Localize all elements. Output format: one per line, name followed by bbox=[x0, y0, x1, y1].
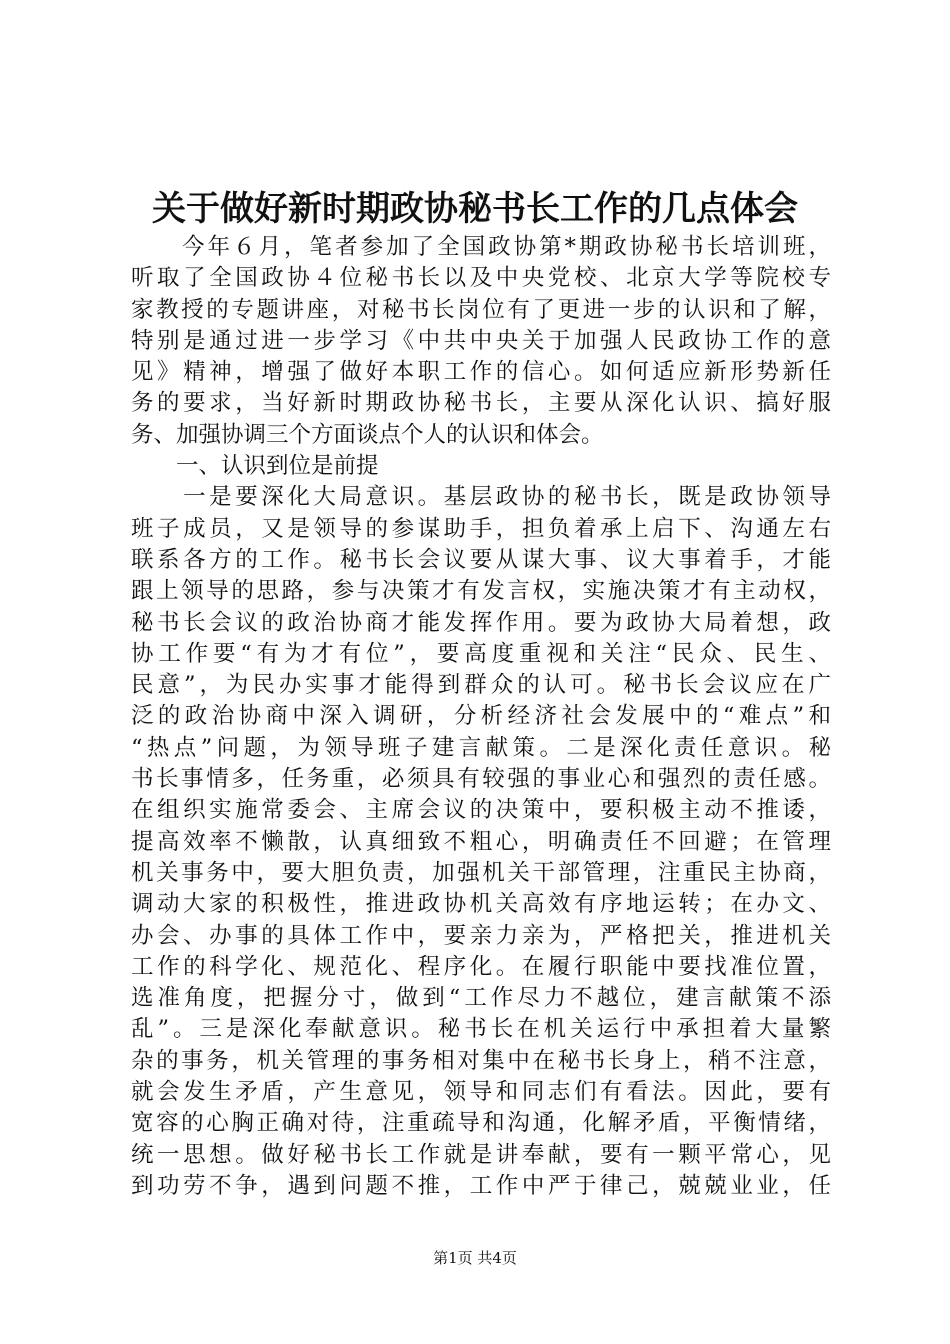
body-line: 办会、办事的具体工作中，要亲力亲为，严格把关，推进机关 bbox=[131, 922, 831, 949]
body-line: 在组织实施常委会、主席会议的决策中，要积极主动不推诿， bbox=[131, 797, 831, 824]
body-line: 就会发生矛盾，产生意见，领导和同志们有看法。因此，要有 bbox=[131, 1079, 831, 1106]
body-line: 见》精神，增强了做好本职工作的信心。如何适应新形势新任 bbox=[131, 359, 831, 386]
body-line: 宽容的心胸正确对待，注重疏导和沟通，化解矛盾，平衡情绪， bbox=[131, 1110, 831, 1137]
body-line: 工作的科学化、规范化、程序化。在履行职能中要找准位置， bbox=[131, 953, 831, 980]
body-line: 务、加强协调三个方面谈点个人的认识和体会。 bbox=[131, 421, 604, 448]
section-heading: 一、认识到位是前提 bbox=[131, 453, 379, 480]
body-line: 乱”。三是深化奉献意识。秘书长在机关运行中承担着大量繁 bbox=[131, 1016, 831, 1043]
body-line: 班子成员，又是领导的参谋助手，担负着承上启下、沟通左右 bbox=[131, 515, 831, 542]
body-line: 务的要求，当好新时期政协秘书长，主要从深化认识、搞好服 bbox=[131, 390, 831, 417]
body-line: 统一思想。做好秘书长工作就是讲奉献，要有一颗平常心，见 bbox=[131, 1141, 831, 1168]
body-line: 协工作要“有为才有位”，要高度重视和关注“民众、民生、 bbox=[131, 640, 831, 667]
body-line: 提高效率不懒散，认真细致不粗心，明确责任不回避；在管理 bbox=[131, 828, 831, 855]
body-line: 秘书长会议的政治协商才能发挥作用。要为政协大局着想，政 bbox=[131, 609, 831, 636]
body-line: 特别是通过进一步学习《中共中央关于加强人民政协工作的意 bbox=[131, 327, 831, 354]
body-line: 到功劳不争，遇到问题不推，工作中严于律己，兢兢业业，任 bbox=[131, 1172, 831, 1199]
body-line: 书长事情多，任务重，必须具有较强的事业心和强烈的责任感。 bbox=[131, 766, 831, 793]
body-line: 机关事务中，要大胆负责，加强机关干部管理，注重民主协商， bbox=[131, 859, 831, 886]
body-line: 选准角度，把握分寸，做到“工作尽力不越位，建言献策不添 bbox=[131, 985, 831, 1012]
body-line: 杂的事务，机关管理的事务相对集中在秘书长身上，稍不注意， bbox=[131, 1047, 831, 1074]
body-line: 泛的政治协商中深入调研，分析经济社会发展中的“难点”和 bbox=[131, 703, 831, 730]
body-line: 听取了全国政协４位秘书长以及中央党校、北京大学等院校专 bbox=[131, 265, 831, 292]
body-line: 一是要深化大局意识。基层政协的秘书长，既是政协领导 bbox=[131, 484, 831, 511]
document-title: 关于做好新时期政协秘书长工作的几点体会 bbox=[152, 189, 798, 229]
body-line: 调动大家的积极性，推进政协机关高效有序地运转；在办文、 bbox=[131, 891, 831, 918]
body-line: “热点”问题，为领导班子建言献策。二是深化责任意识。秘 bbox=[131, 734, 831, 761]
body-line: 民意”，为民办实事才能得到群众的认可。秘书长会议应在广 bbox=[131, 672, 831, 699]
body-line: 家教授的专题讲座，对秘书长岗位有了更进一步的认识和了解， bbox=[131, 296, 831, 323]
body-line: 跟上领导的思路，参与决策才有发言权，实施决策才有主动权， bbox=[131, 578, 831, 605]
body-line: 联系各方的工作。秘书长会议要从谋大事、议大事着手，才能 bbox=[131, 546, 831, 573]
page-footer: 第1页 共4页 bbox=[433, 1249, 517, 1267]
body-line: 今年６月，笔者参加了全国政协第*期政协秘书长培训班， bbox=[131, 234, 831, 260]
document-body bbox=[131, 232, 831, 1202]
